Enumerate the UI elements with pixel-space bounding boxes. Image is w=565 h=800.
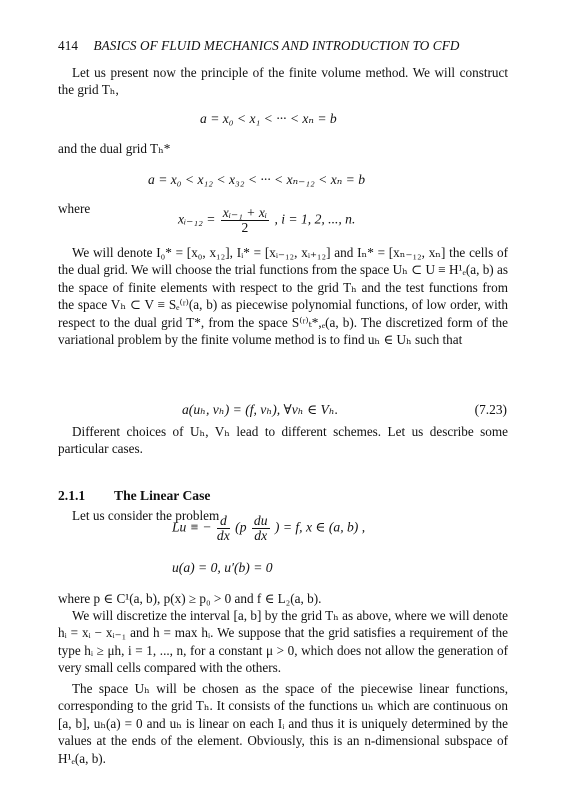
section-number: 2.1.1	[58, 488, 86, 503]
paragraph-choices: Different choices of Uₕ, Vₕ lead to different schemes. Let us describe some particular cases.	[58, 424, 508, 457]
paragraph-problem: Let us consider the problem	[72, 508, 220, 523]
equation-operator-d: d	[217, 514, 230, 529]
paragraph-denote: We will denote I₀* = [x₀, x₁₂], Iᵢ* = [xᵢ₋₁₂, xᵢ₊₁₂] and Iₙ* = [xₙ₋₁₂, xₙ] the cells of the dual grid. We will choose the trial functions from the space Uₕ ⊂ U ≡ H¹ₑ(a, b) as the space of finite elements with respect to the grid Tₕ and the test functions from the space Vₕ ⊂ V ≡ Sₑ⁽ʳ⁾(a, b) as piecewise polynomial functions, of low order, with respect to the dual grid T*, from the space S⁽ʳ⁾ₜ*,ₑ(a, b). The discretized form of the variational problem by the finite volume method is to find uₕ ∈ Uₕ such that	[58, 245, 508, 348]
equation-midpoint-fraction	[221, 206, 269, 235]
paragraph-space: The space Uₕ will be chosen as the space of the piecewise linear functions, corresponding to the grid Tₕ. It consists of the functions uₕ which are continuous on [a, b], uₕ(a) = 0 and uₕ is linear on each Iᵢ and thus it is uniquely determined by the values at the ends of the element. Obviously, this is an n-dimensional subspace of H¹ₑ(a, b).	[58, 681, 508, 766]
equation-operator-du-dx	[252, 514, 270, 543]
equation-operator-lhs: Lu ≡ −	[172, 519, 212, 535]
section-heading	[58, 488, 210, 504]
equation-dual-grid: a = x₀ < x₁₂ < x₃₂ < ··· < xₙ₋₁₂ < xₙ = b	[148, 172, 366, 187]
equation-operator-d-dx	[217, 514, 230, 543]
equation-grid: a = x₀ < x₁ < ··· < xₙ = b	[200, 111, 337, 126]
equation-operator	[172, 514, 365, 543]
running-title: BASICS OF FLUID MECHANICS AND INTRODUCTION TO CFD	[93, 38, 460, 53]
page-number: 414	[58, 38, 79, 53]
paragraph-where: where	[58, 201, 91, 216]
equation-operator-dx2: dx	[254, 528, 268, 543]
paragraph-assumptions: where p ∈ C¹(a, b), p(x) ≥ p₀ > 0 and f ∈ L₂(a, b).	[58, 591, 322, 606]
paragraph-discretize: We will discretize the interval [a, b] by the grid Tₕ as above, where we will denote hᵢ = xᵢ − xᵢ₋₁ and h = max hᵢ. We suppose that the grid satisfies a requirement of the type hᵢ ≥ μh, i = 1, ..., n, for a constant μ > 0, which does not allow the generation of very small cells compared with the others.	[58, 608, 508, 676]
equation-midpoint-rhs: , i = 1, 2, ..., n.	[274, 211, 356, 227]
paragraph-intro: Let us present now the principle of the finite volume method. We will construct the grid Tₕ,	[58, 65, 508, 98]
equation-operator-du: du	[253, 513, 268, 528]
equation-boundary: u(a) = 0, u′(b) = 0	[172, 560, 273, 575]
equation-midpoint-numerator: xᵢ₋₁ + xᵢ	[222, 205, 268, 220]
running-header	[58, 38, 528, 54]
paragraph-dual-grid: and the dual grid Tₕ*	[58, 141, 171, 156]
equation-operator-rhs: ) = f, x ∈ (a, b) ,	[274, 519, 366, 535]
section-title: The Linear Case	[114, 488, 211, 503]
equation-7-23: a(uₕ, vₕ) = (f, vₕ), ∀vₕ ∈ Vₕ.	[182, 402, 339, 417]
equation-midpoint-denominator: 2	[241, 220, 249, 235]
equation-operator-dx: dx	[216, 528, 230, 543]
equation-operator-mid: (p	[235, 519, 247, 535]
equation-midpoint	[178, 206, 355, 235]
equation-number-7-23: (7.23)	[474, 402, 507, 417]
equation-midpoint-lhs: xᵢ₋₁₂ =	[178, 211, 216, 227]
